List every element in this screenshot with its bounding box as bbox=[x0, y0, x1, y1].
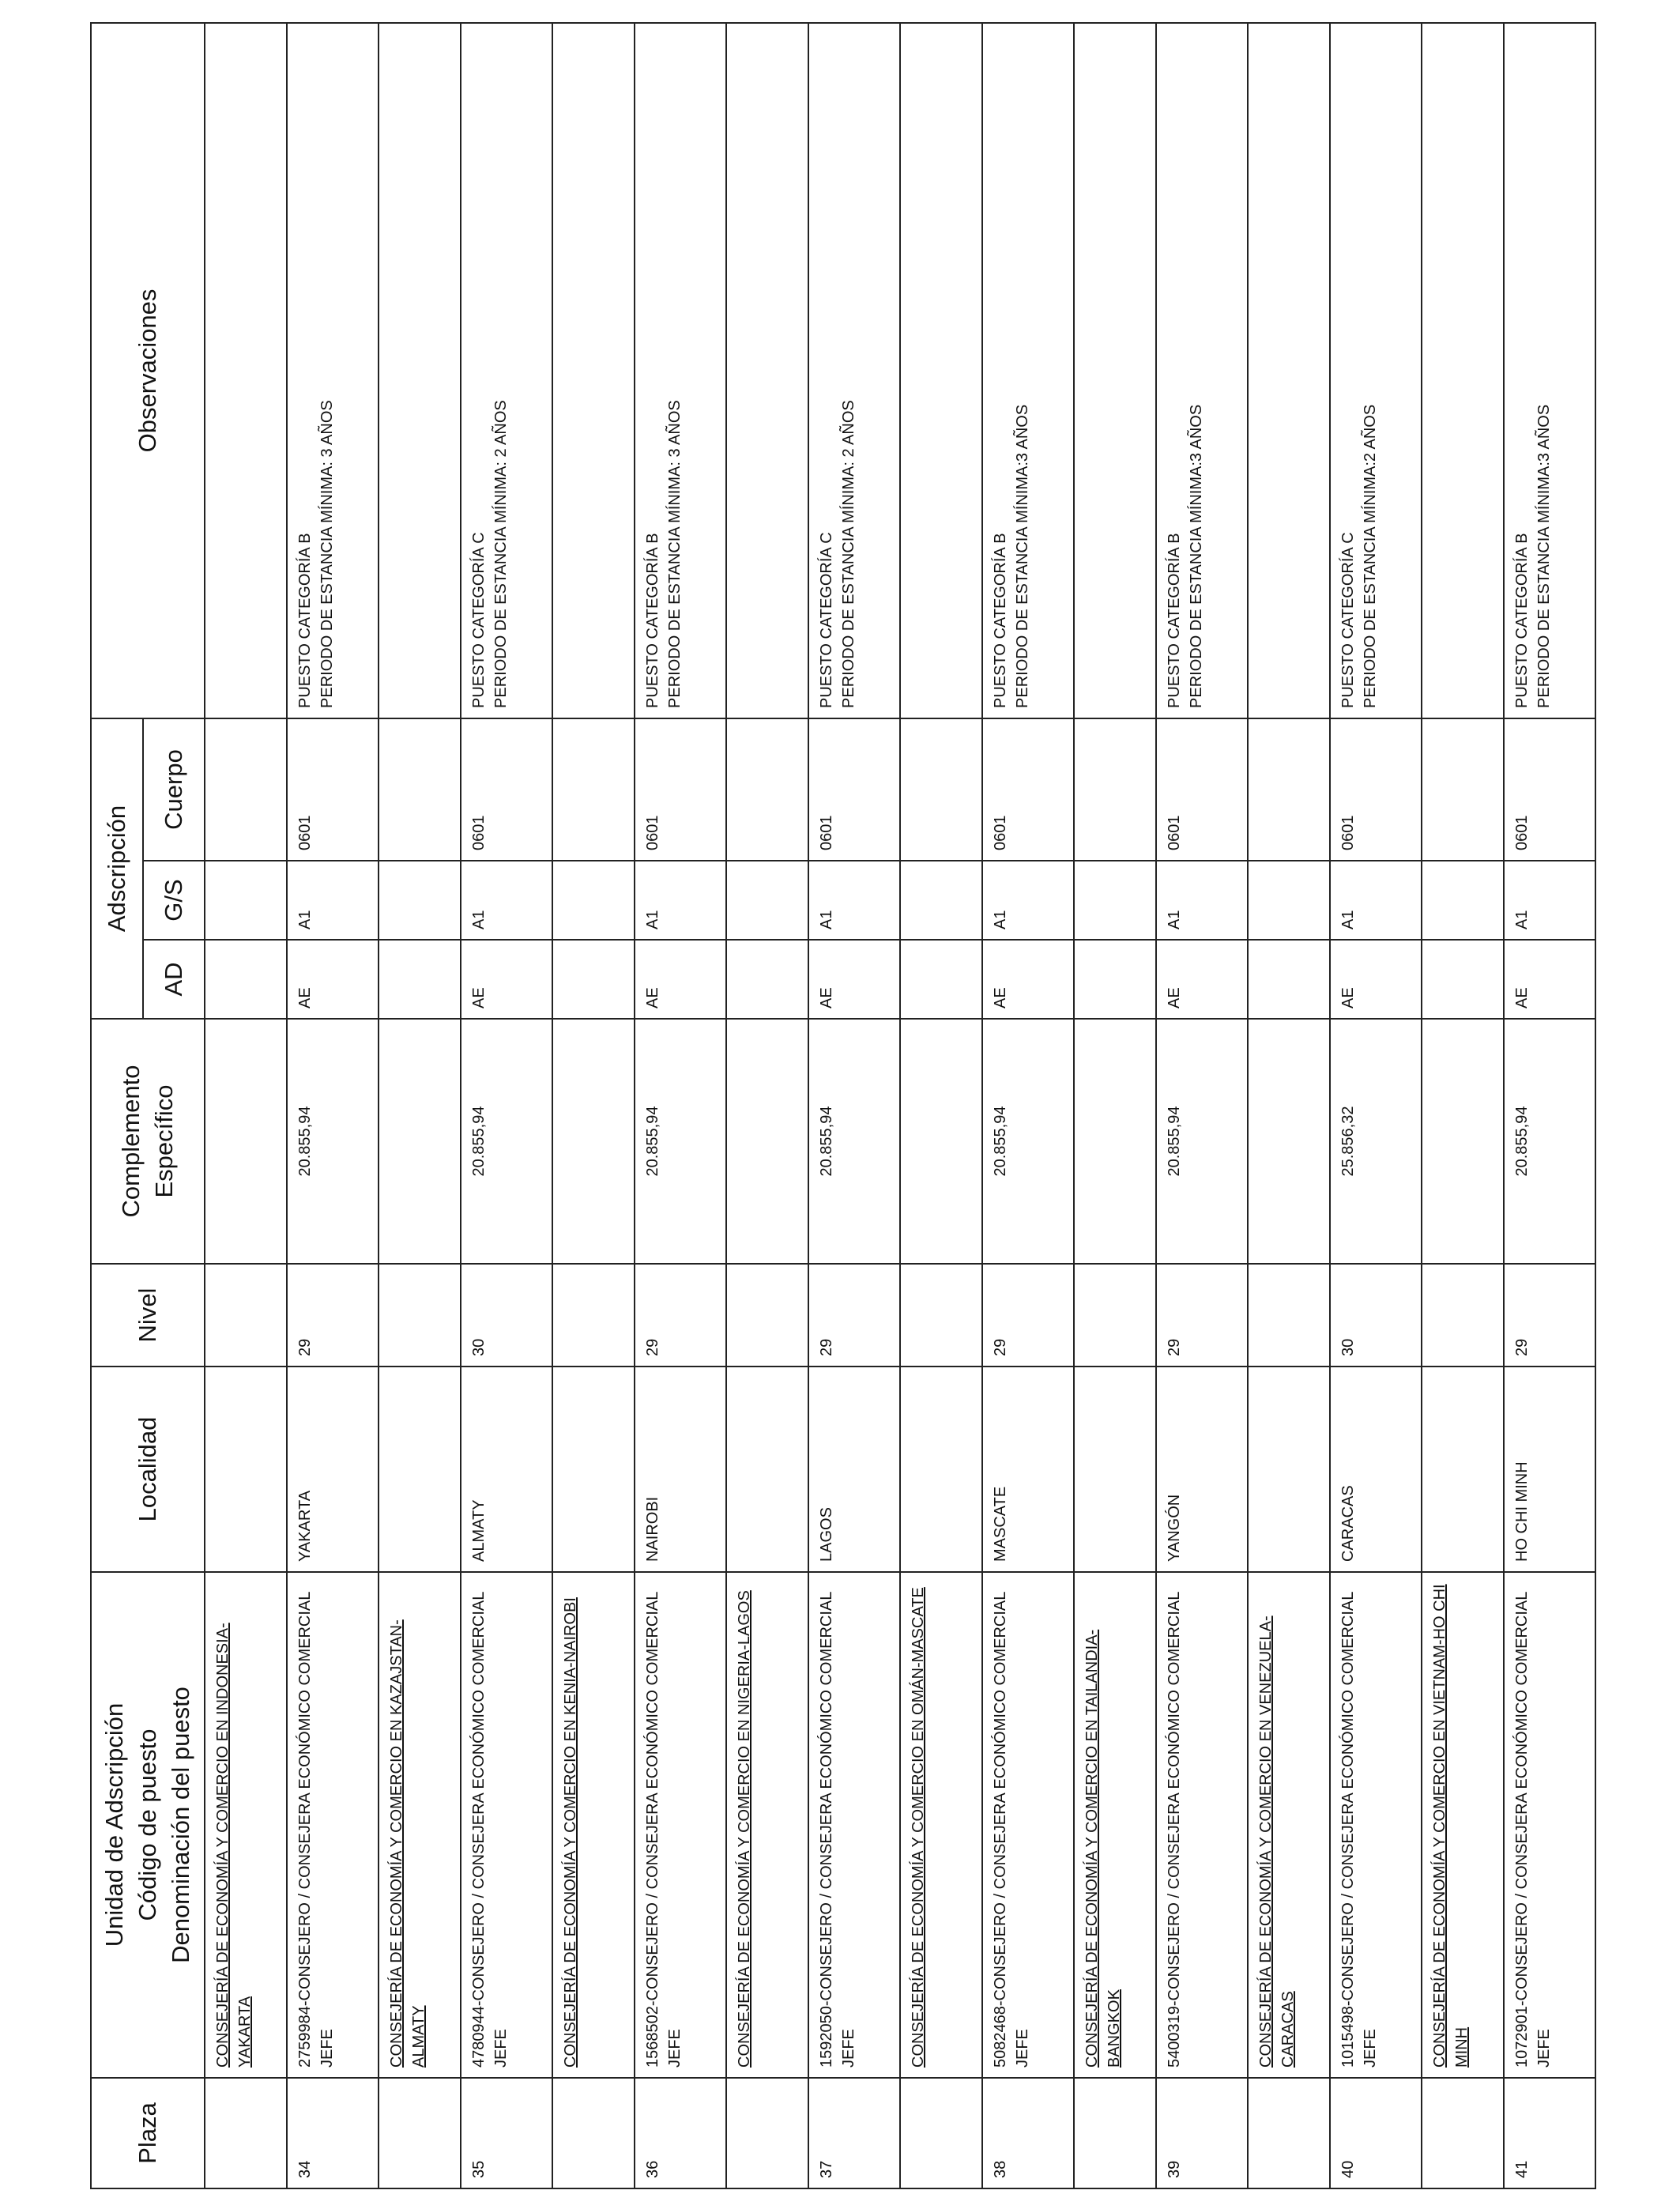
header-unidad: Unidad de Adscripción Código de puesto Denominación del puesto bbox=[91, 1572, 205, 2078]
adscripcion-cuerpo: 0601 bbox=[1330, 718, 1422, 861]
table-body bbox=[205, 23, 1595, 2188]
plaza-number: 36 bbox=[635, 2078, 726, 2188]
empty-cell bbox=[1248, 940, 1330, 1019]
plaza-number: 41 bbox=[1504, 2078, 1595, 2188]
position-row bbox=[982, 23, 1074, 2188]
unit-row bbox=[1422, 23, 1504, 2188]
unit-name: CONSEJERÍA DE ECONOMÍA Y COMERCIO EN OMÁN-MASCATE bbox=[900, 1572, 982, 2078]
empty-cell bbox=[726, 718, 808, 861]
adscripcion-cuerpo: 0601 bbox=[982, 718, 1074, 861]
unit-row bbox=[900, 23, 982, 2188]
adscripcion-ad: AE bbox=[1504, 940, 1595, 1019]
unit-row bbox=[1248, 23, 1330, 2188]
empty-cell bbox=[205, 23, 287, 718]
adscripcion-ad: AE bbox=[287, 940, 379, 1019]
puesto-code: 2759984-CONSEJERO / CONSEJERA ECONÓMICO COMERCIAL JEFE bbox=[287, 1572, 379, 2078]
observaciones: PUESTO CATEGORÍA C PERIODO DE ESTANCIA MÍNIMA: 2 AÑOS bbox=[808, 23, 900, 718]
empty-cell bbox=[900, 718, 982, 861]
empty-cell bbox=[900, 1367, 982, 1572]
header-plaza: Plaza bbox=[91, 2078, 205, 2188]
empty-cell bbox=[552, 718, 635, 861]
empty-cell bbox=[205, 861, 287, 940]
empty-cell bbox=[379, 861, 461, 940]
complemento-especifico: 20.855,94 bbox=[808, 1019, 900, 1264]
empty-cell bbox=[1248, 1019, 1330, 1264]
puesto-code: 4780944-CONSEJERO / CONSEJERA ECONÓMICO COMERCIAL JEFE bbox=[461, 1572, 552, 2078]
empty-cell bbox=[726, 940, 808, 1019]
localidad: LAGOS bbox=[808, 1367, 900, 1572]
unit-plaza-cell bbox=[379, 2078, 461, 2188]
empty-cell bbox=[900, 861, 982, 940]
plaza-number: 38 bbox=[982, 2078, 1074, 2188]
adscripcion-ad: AE bbox=[1156, 940, 1248, 1019]
observaciones: PUESTO CATEGORÍA B PERIODO DE ESTANCIA MÍNIMA: 3 AÑOS bbox=[635, 23, 726, 718]
plaza-number: 37 bbox=[808, 2078, 900, 2188]
adscripcion-ad: AE bbox=[1330, 940, 1422, 1019]
empty-cell bbox=[726, 1367, 808, 1572]
empty-cell bbox=[1074, 23, 1156, 718]
puesto-code: 5400319-CONSEJERO / CONSEJERA ECONÓMICO COMERCIAL bbox=[1156, 1572, 1248, 2078]
plaza-number: 39 bbox=[1156, 2078, 1248, 2188]
plaza-number: 34 bbox=[287, 2078, 379, 2188]
nivel: 29 bbox=[287, 1264, 379, 1367]
unit-row bbox=[205, 23, 287, 2188]
position-row bbox=[1156, 23, 1248, 2188]
position-row bbox=[1504, 23, 1595, 2188]
puesto-code: 1592050-CONSEJERO / CONSEJERA ECONÓMICO COMERCIAL JEFE bbox=[808, 1572, 900, 2078]
localidad: NAIROBI bbox=[635, 1367, 726, 1572]
observaciones: PUESTO CATEGORÍA C PERIODO DE ESTANCIA MÍNIMA:2 AÑOS bbox=[1330, 23, 1422, 718]
unit-name: CONSEJERÍA DE ECONOMÍA Y COMERCIO EN KENIA-NAIROBI bbox=[552, 1572, 635, 2078]
adscripcion-gs: A1 bbox=[1330, 861, 1422, 940]
adscripcion-cuerpo: 0601 bbox=[287, 718, 379, 861]
nivel: 29 bbox=[1156, 1264, 1248, 1367]
empty-cell bbox=[1422, 718, 1504, 861]
empty-cell bbox=[1422, 940, 1504, 1019]
empty-cell bbox=[1074, 940, 1156, 1019]
empty-cell bbox=[552, 1019, 635, 1264]
empty-cell bbox=[1422, 23, 1504, 718]
adscripcion-gs: A1 bbox=[287, 861, 379, 940]
complemento-especifico: 20.855,94 bbox=[635, 1019, 726, 1264]
localidad: ALMATY bbox=[461, 1367, 552, 1572]
empty-cell bbox=[1074, 1019, 1156, 1264]
puesto-code: 1015498-CONSEJERO / CONSEJERA ECONÓMICO COMERCIAL JEFE bbox=[1330, 1572, 1422, 2078]
header-complemento: Complemento Específico bbox=[91, 1019, 205, 1264]
complemento-especifico: 20.855,94 bbox=[461, 1019, 552, 1264]
localidad: CARACAS bbox=[1330, 1367, 1422, 1572]
empty-cell bbox=[552, 1264, 635, 1367]
adscripcion-ad: AE bbox=[635, 940, 726, 1019]
empty-cell bbox=[379, 1019, 461, 1264]
empty-cell bbox=[1248, 861, 1330, 940]
empty-cell bbox=[900, 940, 982, 1019]
adscripcion-ad: AE bbox=[982, 940, 1074, 1019]
empty-cell bbox=[379, 23, 461, 718]
empty-cell bbox=[205, 940, 287, 1019]
unit-plaza-cell bbox=[1248, 2078, 1330, 2188]
empty-cell bbox=[1248, 1264, 1330, 1367]
empty-cell bbox=[379, 1264, 461, 1367]
unit-row bbox=[1074, 23, 1156, 2188]
empty-cell bbox=[1422, 1367, 1504, 1572]
adscripcion-gs: A1 bbox=[635, 861, 726, 940]
empty-cell bbox=[1422, 1019, 1504, 1264]
nivel: 29 bbox=[1504, 1264, 1595, 1367]
empty-cell bbox=[900, 1264, 982, 1367]
empty-cell bbox=[1074, 718, 1156, 861]
adscripcion-cuerpo: 0601 bbox=[1504, 718, 1595, 861]
position-row bbox=[461, 23, 552, 2188]
observaciones: PUESTO CATEGORÍA B PERIODO DE ESTANCIA MÍNIMA:3 AÑOS bbox=[1156, 23, 1248, 718]
header-ad: AD bbox=[143, 940, 205, 1019]
adscripcion-ad: AE bbox=[808, 940, 900, 1019]
adscripcion-gs: A1 bbox=[808, 861, 900, 940]
unit-name: CONSEJERÍA DE ECONOMÍA Y COMERCIO EN VENEZUELA-CARACAS bbox=[1248, 1572, 1330, 2078]
empty-cell bbox=[205, 718, 287, 861]
empty-cell bbox=[1248, 1367, 1330, 1572]
observaciones: PUESTO CATEGORÍA B PERIODO DE ESTANCIA MÍNIMA:3 AÑOS bbox=[1504, 23, 1595, 718]
adscripcion-gs: A1 bbox=[982, 861, 1074, 940]
complemento-especifico: 20.855,94 bbox=[982, 1019, 1074, 1264]
nivel: 29 bbox=[635, 1264, 726, 1367]
header-adscripcion: Adscripción bbox=[91, 718, 143, 1019]
unit-plaza-cell bbox=[1422, 2078, 1504, 2188]
observaciones: PUESTO CATEGORÍA B PERIODO DE ESTANCIA MÍNIMA:3 AÑOS bbox=[982, 23, 1074, 718]
unit-row bbox=[379, 23, 461, 2188]
unit-name: CONSEJERÍA DE ECONOMÍA Y COMERCIO EN NIGERIA-LAGOS bbox=[726, 1572, 808, 2078]
unit-name: CONSEJERÍA DE ECONOMÍA Y COMERCIO EN KAZAJSTAN-ALMATY bbox=[379, 1572, 461, 2078]
unit-plaza-cell bbox=[1074, 2078, 1156, 2188]
nivel: 30 bbox=[461, 1264, 552, 1367]
nivel: 29 bbox=[808, 1264, 900, 1367]
header-gs: G/S bbox=[143, 861, 205, 940]
localidad: YANGÓN bbox=[1156, 1367, 1248, 1572]
positions-table bbox=[90, 22, 1596, 2189]
unit-plaza-cell bbox=[552, 2078, 635, 2188]
header-localidad: Localidad bbox=[91, 1367, 205, 1572]
header-nivel: Nivel bbox=[91, 1264, 205, 1367]
empty-cell bbox=[726, 1264, 808, 1367]
empty-cell bbox=[552, 23, 635, 718]
empty-cell bbox=[552, 861, 635, 940]
empty-cell bbox=[205, 1019, 287, 1264]
empty-cell bbox=[205, 1367, 287, 1572]
plaza-number: 40 bbox=[1330, 2078, 1422, 2188]
observaciones: PUESTO CATEGORÍA C PERIODO DE ESTANCIA MÍNIMA: 2 AÑOS bbox=[461, 23, 552, 718]
header-cuerpo: Cuerpo bbox=[143, 718, 205, 861]
empty-cell bbox=[552, 940, 635, 1019]
empty-cell bbox=[379, 940, 461, 1019]
empty-cell bbox=[900, 1019, 982, 1264]
empty-cell bbox=[726, 1019, 808, 1264]
localidad: YAKARTA bbox=[287, 1367, 379, 1572]
adscripcion-cuerpo: 0601 bbox=[461, 718, 552, 861]
empty-cell bbox=[1248, 718, 1330, 861]
nivel: 29 bbox=[982, 1264, 1074, 1367]
empty-cell bbox=[1074, 1367, 1156, 1572]
empty-cell bbox=[1248, 23, 1330, 718]
position-row bbox=[287, 23, 379, 2188]
empty-cell bbox=[1074, 1264, 1156, 1367]
puesto-code: 1568502-CONSEJERO / CONSEJERA ECONÓMICO COMERCIAL JEFE bbox=[635, 1572, 726, 2078]
empty-cell bbox=[379, 718, 461, 861]
puesto-code: 1072901-CONSEJERO / CONSEJERA ECONÓMICO COMERCIAL JEFE bbox=[1504, 1572, 1595, 2078]
position-row bbox=[1330, 23, 1422, 2188]
nivel: 30 bbox=[1330, 1264, 1422, 1367]
rotated-page bbox=[90, 24, 1591, 2189]
adscripcion-gs: A1 bbox=[1156, 861, 1248, 940]
header-observaciones: Observaciones bbox=[91, 23, 205, 718]
complemento-especifico: 25.856,32 bbox=[1330, 1019, 1422, 1264]
unit-plaza-cell bbox=[726, 2078, 808, 2188]
plaza-number: 35 bbox=[461, 2078, 552, 2188]
puesto-code: 5082468-CONSEJERO / CONSEJERA ECONÓMICO COMERCIAL JEFE bbox=[982, 1572, 1074, 2078]
empty-cell bbox=[1422, 1264, 1504, 1367]
complemento-especifico: 20.855,94 bbox=[287, 1019, 379, 1264]
localidad: HO CHI MINH bbox=[1504, 1367, 1595, 1572]
adscripcion-gs: A1 bbox=[461, 861, 552, 940]
empty-cell bbox=[1422, 861, 1504, 940]
empty-cell bbox=[726, 23, 808, 718]
complemento-especifico: 20.855,94 bbox=[1156, 1019, 1248, 1264]
empty-cell bbox=[552, 1367, 635, 1572]
adscripcion-gs: A1 bbox=[1504, 861, 1595, 940]
localidad: MASCATE bbox=[982, 1367, 1074, 1572]
complemento-especifico: 20.855,94 bbox=[1504, 1019, 1595, 1264]
unit-row bbox=[726, 23, 808, 2188]
empty-cell bbox=[900, 23, 982, 718]
empty-cell bbox=[726, 861, 808, 940]
adscripcion-ad: AE bbox=[461, 940, 552, 1019]
adscripcion-cuerpo: 0601 bbox=[808, 718, 900, 861]
unit-plaza-cell bbox=[205, 2078, 287, 2188]
empty-cell bbox=[205, 1264, 287, 1367]
empty-cell bbox=[1074, 861, 1156, 940]
unit-plaza-cell bbox=[900, 2078, 982, 2188]
position-row bbox=[635, 23, 726, 2188]
unit-name: CONSEJERÍA DE ECONOMÍA Y COMERCIO EN VIETNAM-HO CHI MINH bbox=[1422, 1572, 1504, 2078]
adscripcion-cuerpo: 0601 bbox=[1156, 718, 1248, 861]
position-row bbox=[808, 23, 900, 2188]
observaciones: PUESTO CATEGORÍA B PERIODO DE ESTANCIA MÍNIMA: 3 AÑOS bbox=[287, 23, 379, 718]
unit-name: CONSEJERÍA DE ECONOMÍA Y COMERCIO EN TAILANDIA-BANGKOK bbox=[1074, 1572, 1156, 2078]
empty-cell bbox=[379, 1367, 461, 1572]
unit-row bbox=[552, 23, 635, 2188]
unit-name: CONSEJERÍA DE ECONOMÍA Y COMERCIO EN INDONESIA-YAKARTA bbox=[205, 1572, 287, 2078]
adscripcion-cuerpo: 0601 bbox=[635, 718, 726, 861]
